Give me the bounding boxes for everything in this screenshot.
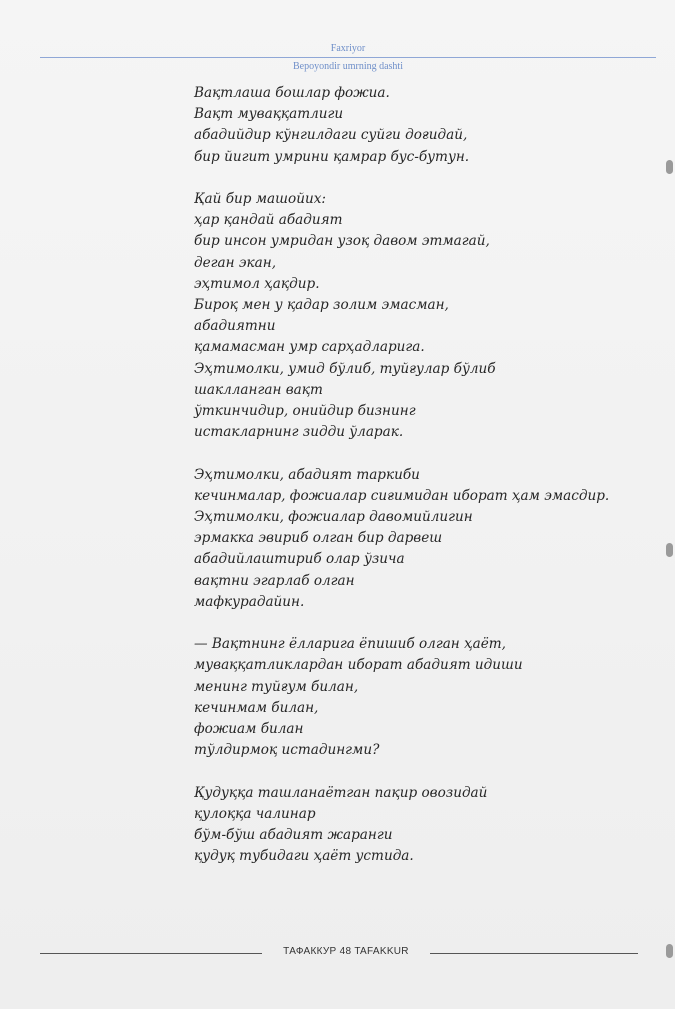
poem-text — [194, 83, 654, 867]
poem-line: Қудуққа ташланаётган пақир овозидай — [194, 784, 488, 801]
poem-line: бир йигит умрини қамрар бус-бутун. — [194, 148, 470, 165]
header-author: Faxriyor — [330, 43, 366, 54]
poem-line: Эҳтимолки, фожиалар давомийлигин — [194, 509, 473, 526]
poem-line: мафкурадайин. — [194, 593, 305, 610]
poem-line: кечинмалар, фожиалар сиғимидан иборат ҳам эмасдир. — [194, 487, 610, 504]
stanza-4 — [194, 634, 654, 761]
poem-line: қудуқ тубидаги ҳаёт устида. — [194, 848, 414, 865]
poem-line: вақтни эгарлаб олган — [194, 572, 355, 589]
poem-line: менинг туйғум билан, — [194, 678, 359, 695]
footer-rule-right — [430, 953, 638, 954]
poem-line: абадиятни — [194, 318, 276, 335]
poem-line: Бироқ мен у қадар золим эмасман, — [194, 297, 449, 314]
poem-line: Эҳтимолки, абадият таркиби — [194, 466, 420, 483]
binder-hole-icon — [666, 160, 673, 174]
page-footer — [40, 945, 638, 961]
poem-line: эҳтимол ҳақдир. — [194, 275, 320, 292]
footer-page-label: ТАФАККУР 48 TAFAKKUR — [283, 946, 409, 957]
footer-rule-left — [40, 953, 262, 954]
poem-line: қамамасман умр сарҳадларига. — [194, 339, 425, 356]
poem-line: шаклланган вақт — [194, 381, 323, 398]
poem-line: Эҳтимолки, умид бўлиб, туйғулар бўлиб — [194, 360, 496, 377]
poem-line: — Вақтнинг ёлларига ёпишиб олган ҳаёт, — [194, 636, 506, 653]
poem-line: кечинмам билан, — [194, 699, 319, 716]
poem-line: бир инсон умридан узоқ давом этмагай, — [194, 233, 490, 250]
header-rule — [40, 57, 656, 58]
poem-line: абадийдир кўнгилдаги суйги доғидай, — [194, 127, 468, 144]
poem-line: эрмакка эвириб олган бир дарвеш — [194, 530, 443, 547]
poem-line: муваққатликлардан иборат абадият идиши — [194, 657, 523, 674]
poem-line: Вақтлаша бошлар фожиа. — [194, 85, 390, 101]
binder-hole-icon — [666, 543, 673, 557]
poem-line: бўм-бўш абадият жаранги — [194, 827, 393, 844]
poem-line: Вақт муваққатлиги — [194, 106, 344, 123]
poem-line: ҳар қандай абадият — [194, 212, 343, 229]
binder-hole-icon — [666, 944, 673, 958]
poem-line: фожиам билан — [194, 721, 304, 738]
stanza-5 — [194, 783, 654, 868]
poem-line: абадийлаштириб олар ўзича — [194, 551, 405, 568]
poem-line: истакларнинг зидди ўларак. — [194, 424, 404, 441]
poem-line: деган экан, — [194, 254, 277, 271]
header-subtitle: Bepoyondir umrning dashti — [293, 61, 403, 72]
stanza-1 — [194, 83, 654, 168]
poem-line: ўткинчидир, онийдир бизнинг — [194, 403, 416, 420]
stanza-2 — [194, 189, 654, 443]
poem-line: қулоққа чалинар — [194, 805, 316, 822]
poem-line: Қай бир машойих: — [194, 191, 326, 207]
page-header — [40, 40, 656, 80]
poem-line: тўлдирмоқ истадингми? — [194, 742, 380, 759]
stanza-3 — [194, 465, 654, 613]
